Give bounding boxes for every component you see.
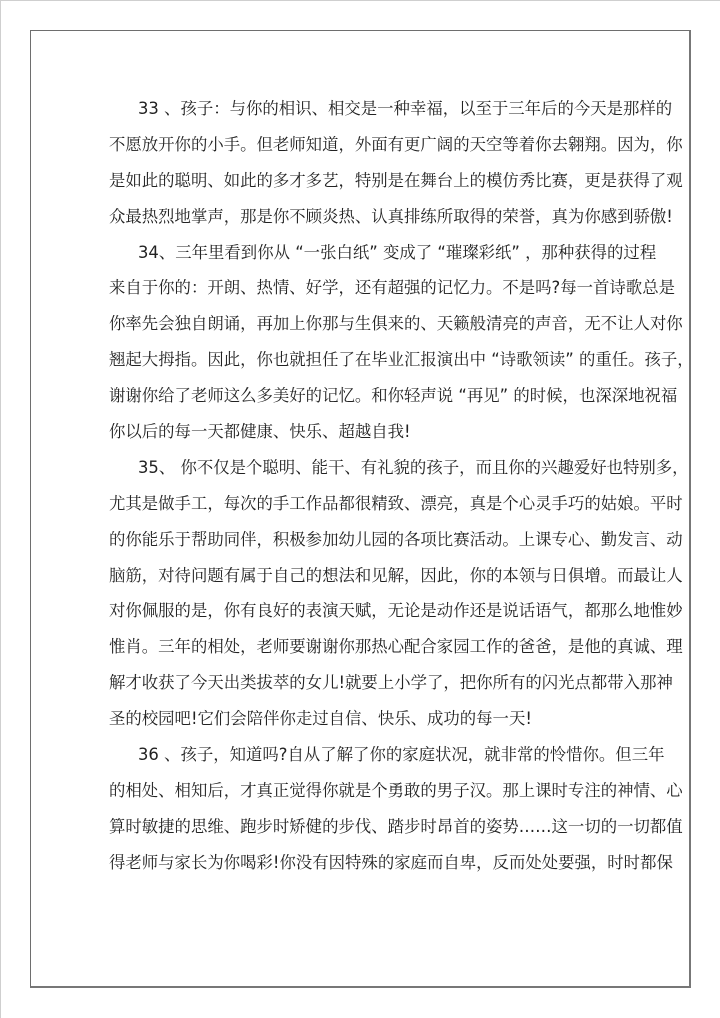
text-line: 得老师与家长为你喝彩!你没有因特殊的家庭而自卑，反而处处要强，时时都保	[109, 852, 673, 872]
text-line: 来自于你的：开朗、热情、好学，还有超强的记忆力。不是吗?每一首诗歌总是	[109, 278, 675, 298]
text-line: 是如此的聪明、如此的多才多艺，特别是在舞台上的模仿秀比赛，更是获得了观	[109, 170, 683, 190]
document-body	[109, 91, 694, 881]
text-line: 众最热烈地掌声，那是你不顾炎热、认真排练所取得的荣誉，真为你感到骄傲!	[109, 206, 673, 226]
text-line: 惟肖。三年的相处，老师要谢谢你那热心配合家园工作的爸爸，是他的真诚、理	[109, 637, 683, 657]
text-line: 35、 你不仅是个聪明、能干、有礼貌的孩子，而且你的兴趣爱好也特别多，	[138, 457, 689, 477]
paragraph-33	[109, 91, 683, 235]
text-line: 脑筋，对待问题有属于自己的想法和见解，因此，你的本领与日俱增。而最让人	[109, 565, 683, 585]
text-line: 不愿放开你的小手。但老师知道，外面有更广阔的天空等着你去翱翔。因为，你	[109, 134, 683, 154]
text-line: 36 、孩子，知道吗?自从了解了你的家庭状况，就非常的怜惜你。但三年	[138, 745, 665, 765]
text-line: 尤其是做手工，每次的手工作品都很精致、漂亮，真是个心灵手巧的姑娘。平时	[109, 493, 683, 513]
text-line: 对你佩服的是，你有良好的表演天赋，无论是动作还是说话语气，都那么地惟妙	[109, 601, 683, 621]
paragraph-36	[109, 737, 683, 881]
text-line: 的相处、相知后，才真正觉得你就是个勇敢的男子汉。那上课时专注的神情、心	[109, 780, 683, 800]
text-line: 34、三年里看到你从 “一张白纸” 变成了 “璀璨彩纸” ，那种获得的过程	[138, 242, 657, 262]
text-line: 翘起大拇指。因此，你也就担任了在毕业汇报演出中 “诗歌领读” 的重任。孩子，	[109, 350, 694, 370]
paragraph-34	[109, 235, 694, 450]
text-line: 算时敏捷的思维、跑步时矫健的步伐、踏步时昂首的姿势……这一切的一切都值	[109, 816, 683, 836]
paragraph-35	[109, 450, 689, 737]
text-line: 你以后的每一天都健康、快乐、超越自我!	[109, 422, 411, 442]
text-line: 33 、孩子：与你的相识、相交是一种幸福，以至于三年后的今天是那样的	[138, 99, 673, 118]
text-line: 解才收获了今天出类拔萃的女儿!就要上小学了，把你所有的闪光点都带入那神	[109, 673, 673, 693]
text-line: 圣的校园吧!它们会陪伴你走过自信、快乐、成功的每一天!	[109, 709, 532, 729]
text-line: 谢谢你给了老师这么多美好的记忆。和你轻声说 “再见” 的时候，也深深地祝福	[109, 386, 678, 406]
text-line: 的你能乐于帮助同伴，积极参加幼儿园的各项比赛活动。上课专心、勤发言、动	[109, 529, 683, 549]
text-line: 你率先会独自朗诵，再加上你那与生俱来的、天籁般清亮的声音，无不让人对你	[109, 314, 683, 334]
